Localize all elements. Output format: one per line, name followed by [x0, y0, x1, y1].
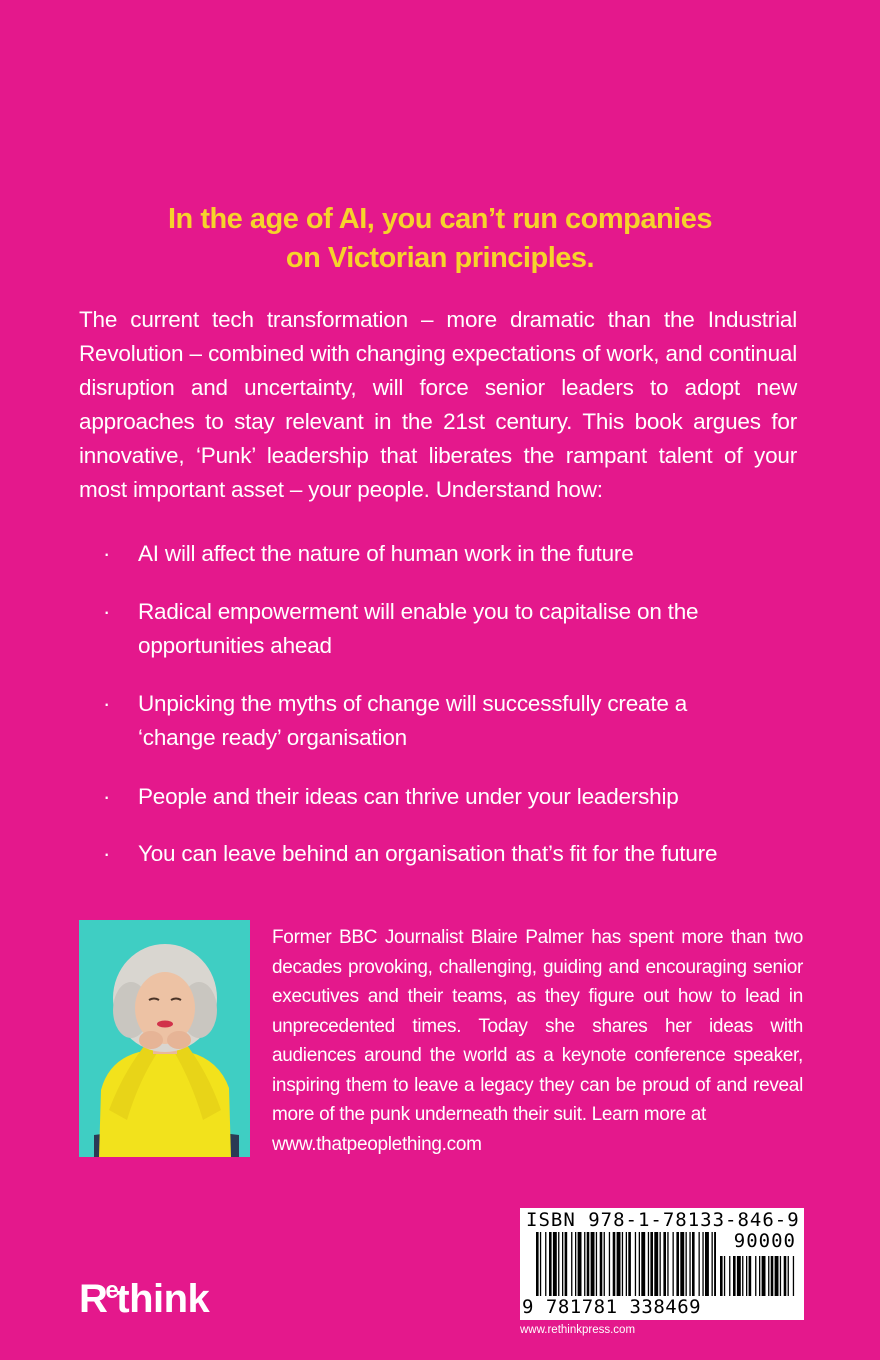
bullet-text: Radical empowerment will enable you to capitalise on the opportunities ahead: [138, 599, 699, 658]
barcode-bars-icon: [536, 1232, 716, 1296]
author-website-link[interactable]: www.thatpeoplething.com: [272, 1133, 482, 1155]
author-bio: [272, 923, 803, 1159]
publisher-logo: [79, 1266, 209, 1324]
bullet-dot: ·: [103, 541, 111, 566]
bullet-dot: ·: [103, 599, 111, 624]
intro-paragraph: The current tech transformation – more dramatic than the Industrial Revolution – combined with changing expectations of work, and continual disruption and uncertainty, will force senior leaders to adopt new approaches to stay relevant in the 21st century. This book argues for innovative, ‘Punk’ leadership that liberates the rampant talent of your most important asset – your people. Understand how:: [79, 307, 797, 502]
bullet-dot: ·: [103, 841, 111, 866]
author-portrait-illustration: [79, 920, 250, 1157]
author-photo: [79, 920, 250, 1157]
tagline-line-2: on Victorian principles.: [285, 242, 595, 274]
logo-r: R: [79, 1277, 108, 1321]
author-bio-text: Former BBC Journalist Blaire Palmer has spent more than two decades provoking, challenging, guiding and encouraging senior executives and their teams, as they figure out how to lead in unprecedented times. Today she shares her ideas with audiences around the world as a keynote conference speaker, inspiring them to leave a legacy they can be proud of and reveal more of the punk underneath their suit. Learn more at: [272, 927, 803, 1125]
logo-think: think: [116, 1277, 210, 1321]
price-code: 90000: [733, 1230, 796, 1252]
bullet-dot: ·: [103, 691, 111, 716]
bullet-text: AI will affect the nature of human work in the future: [138, 541, 634, 566]
bullet-text: You can leave behind an organisation that’s fit for the future: [138, 841, 718, 866]
logo-e: e: [105, 1277, 119, 1304]
ean-digits: 9 781781 338469: [522, 1296, 702, 1318]
isbn-text: ISBN 978-1-78133-846-9: [526, 1209, 800, 1231]
publisher-website: www.rethinkpress.com: [520, 1324, 636, 1336]
bullet-dot: ·: [103, 784, 111, 809]
bullet-text: Unpicking the myths of change will successfully create a ‘change ready’ organisation: [138, 691, 688, 750]
bullet-text: People and their ideas can thrive under your leadership: [138, 784, 679, 809]
isbn-barcode: [520, 1208, 804, 1320]
barcode-addon-bars-icon: [720, 1256, 796, 1296]
tagline-line-1: In the age of AI, you can’t run companies: [167, 203, 712, 235]
